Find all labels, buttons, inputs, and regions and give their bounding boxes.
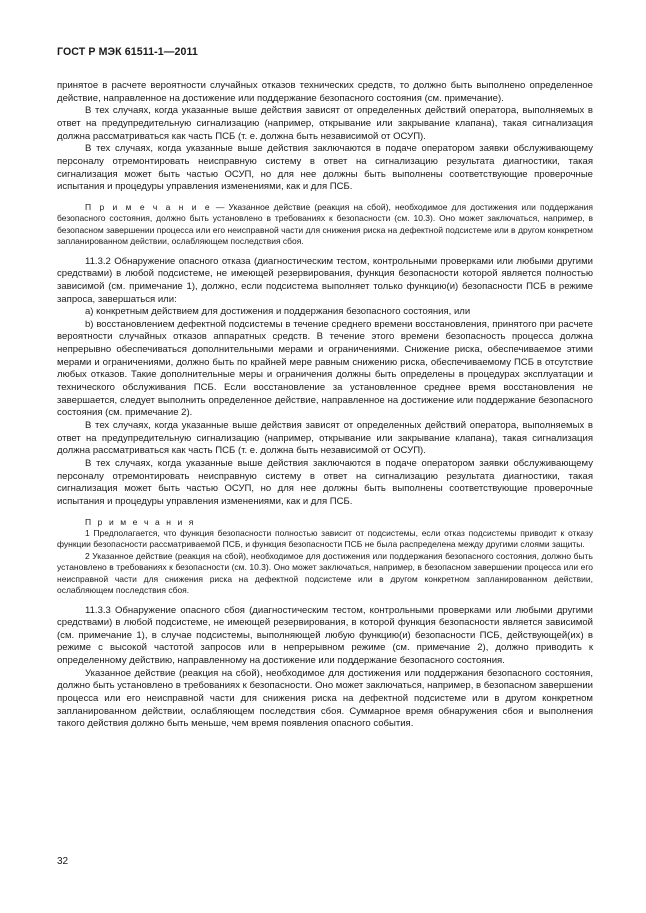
page-number: 32: [57, 856, 69, 867]
note-text: — Указанное действие (реакция на сбой), необходимое для достижения или поддержания безопасного состояния, должно быть установлено в требованиях к безопасности (см. 10.3). Оно может заключаться, например, в безопасном завершении процесса или его неисправной части для снижения риска на дефектной подсистеме или в другом конкретном запланированном действии, ослабляющем последствия сбоя.: [57, 201, 593, 247]
notes-label: [57, 517, 593, 528]
paragraph: В тех случаях, когда указанные выше действия зависят от определенных действий оператора, выполняемых в ответ на предупредительную сигнализацию (например, открывание или закрывание клапана), такая сигнализация должна рассматриваться как часть ПСБ (т. е. должна быть независимой от ОСУП).: [57, 420, 593, 457]
notes-label-text: П р и м е ч а н и я: [85, 516, 196, 527]
list-item-b: b) восстановлением дефектной подсистемы в течение среднего времени восстановления, принятого при расчете вероятности случайных отказов аппаратных средств. В течение этого времени безопасность процесса должна непрерывно обеспечиваться дополнительными мерами и ограничениями. Снижение риска, обеспечиваемое этими мерами и ограничениями, должно быть по крайней мере равным снижению риска, обеспечиваемому ПСБ в отсутствие любых отказов. Такие дополнительные меры и ограничения должны быть определены в процедурах эксплуатации и технического обслуживания ПСБ. Если восстановление за установленное среднее время восстановления не завершается, следует выполнить определенное действие, направленное на достижение или поддержание безопасного состояния (см. примечание 2).: [57, 318, 593, 419]
paragraph: В тех случаях, когда указанные выше действия зависят от определенных действий оператора, выполняемых в ответ на предупредительную сигнализацию (например, открывание или закрывание клапана), такая сигнализация должна рассматриваться как часть ПСБ (т. е. должна быть независимой от ОСУП).: [57, 105, 593, 142]
clause-11-3-3: 11.3.3 Обнаружение опасного сбоя (диагностическим тестом, контрольными проверками или любыми другими средствами) в любой подсистеме, не имеющей резервирования, в которой функция безопасности является зависимой (см. примечание 1), в случае подсистемы, выполняющей любую функцию(и) безопасности ПСБ, действующей(их) в режиме с высокой частотой запросов или в непрерывном режиме (см. примечание 2), должно приводить к определенному действию, направленному на достижение или поддержание безопасного состояния.: [57, 604, 593, 667]
note-2: 2 Указанное действие (реакция на сбой), необходимое для достижения или поддержания безопасного состояния, должно быть установлено в требованиях к безопасности (см. 10.3). Оно может заключаться, например, в безопасном завершении процесса или его неисправной части для снижения риска на дефектной подсистеме или в другом конкретном запланированном действии, ослабляющем последствия сбоя.: [57, 550, 593, 596]
note-1: 1 Предполагается, что функция безопасности полностью зависит от подсистемы, если отказ подсистемы приводит к отказу функции безопасности рассматриваемой ПСБ, и функция безопасности ПСБ не была распределена между другими слоями защиты.: [57, 528, 593, 550]
note-label: П р и м е ч а н и е: [85, 201, 212, 212]
document-header: ГОСТ Р МЭК 61511-1—2011: [57, 46, 198, 58]
paragraph: В тех случаях, когда указанные выше действия заключаются в подаче оператором заявки обслуживающему персоналу отремонтировать неисправную систему в ответ на сигнализацию результата диагностики, такая сигнализация может быть частью ОСУП, но для нее должны быть выполнены соответствующие проверочные испытания и процедуры управления изменениями, как и для ПСБ.: [57, 458, 593, 507]
list-item-a: a) конкретным действием для достижения и поддержания безопасного состояния, или: [85, 306, 471, 318]
document-body: [57, 80, 593, 731]
paragraph: Указанное действие (реакция на сбой), необходимое для достижения или поддержания безопасного состояния, должно быть установлено в требованиях к безопасности. Оно может заключаться, например, в безопасном завершении процесса или его неисправной части для снижения риска на дефектной подсистеме или в другом конкретном запланированном действии, ослабляющем последствия сбоя. Суммарное время обнаружения сбоя и выполнения такого действия должно быть меньше, чем время появления опасного события.: [57, 667, 593, 730]
paragraph: принятое в расчете вероятности случайных отказов технических средств, то должно быть выполнено определенное действие, направленное на достижение или поддержание безопасного состояния (см. примечание).: [57, 80, 593, 104]
note: [57, 202, 593, 248]
paragraph: В тех случаях, когда указанные выше действия заключаются в подаче оператором заявки обслуживающему персоналу отремонтировать неисправную систему в ответ на сигнализацию результата диагностики, такая сигнализация может быть частью ОСУП, но для нее должны быть выполнены соответствующие проверочные испытания и процедуры управления изменениями, как и для ПСБ.: [57, 143, 593, 193]
clause-11-3-2: 11.3.2 Обнаружение опасного отказа (диагностическим тестом, контрольными проверками или любыми другими средствами) в любой подсистеме, не имеющей резервирования, функция безопасности которой является полностью зависимой (см. примечание 1), должно, если подсистема выполняет только функцию(и) безопасности ПСБ в режиме запроса, завершаться или:: [57, 255, 593, 305]
